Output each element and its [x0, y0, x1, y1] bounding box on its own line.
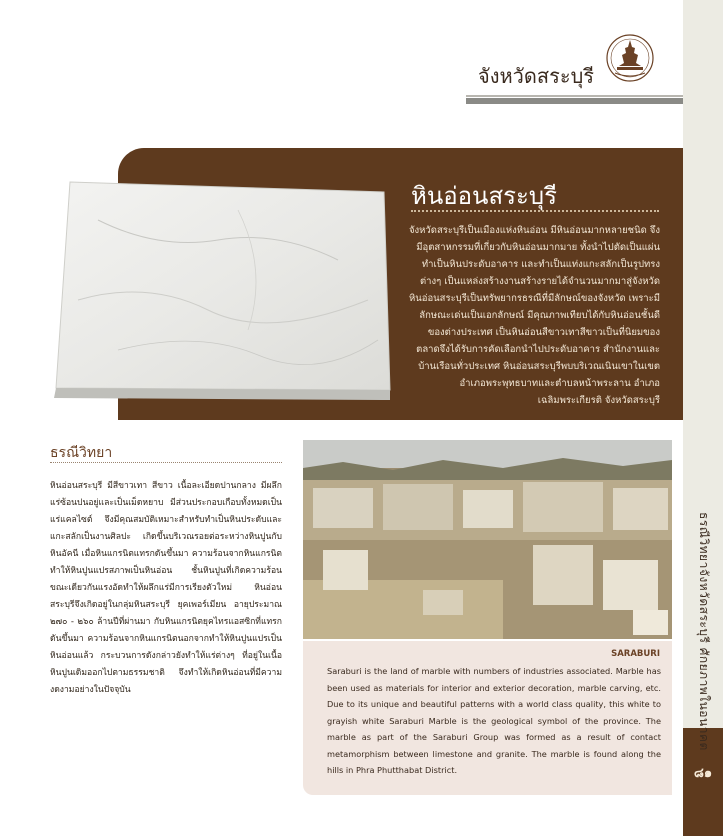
english-paragraph: Saraburi is the land of marble with numbers of industries associated. Marble has been used as materials for interior and exterior decoration, marble carving, etc. Due to its unique and beautiful patterns with a world class quality, this white to grayish white Saraburi Marble is the geological symbol of the province. The marble as part of the Saraburi Group was formed as a result of contact metamorphism between limestone and granite. The marble is found along the hills in Phra Phutthabat District. [327, 666, 661, 775]
header-rule [466, 98, 683, 104]
side-vertical-text: ธรณีวิทยาจังหวัดสระบุรี ศักยภาพในอนาคต [697, 512, 711, 751]
intro-paragraph: จังหวัดสระบุรีเป็นเมืองแห่งหินอ่อน มีหินอ่อนมากหลายชนิด จึงมีอุตสาหกรรมที่เกี่ยวกับหินอ่อนมากมาย ทั้งนำไปตัดเป็นแผ่นทำเป็นหินประดับอาคาร และทำเป็นแท่งแกะสลักเป็นรูปทรงต่างๆ เป็นแหล่งสร้างงานสร้างรายได้จำนวนมากมาสู่จังหวัด หินอ่อนสระบุรีเป็นทรัพยากรธรณีที่มีลักษณ์ของจังหวัด เพราะมีลักษณะเด่นเป็นเอกลักษณ์ มีคุณภาพเทียบได้กับหินอ่อนชั้นดีของต่างประเทศ เป็นหินอ่อนสีขาวเทาสีขาวเป็นที่นิยมของตลาดจึงได้รับการคัดเลือกนำไปประดับอาคาร สำนักงานและบ้านเรือนทั่วประเทศ หินอ่อนสระบุรีพบบริเวณเนินเขาในเขตอำเภอพระพุทธบาทและตำบลหน้าพระลาน อำเภอเฉลิมพระเกียรติ จังหวัดสระบุรี [408, 225, 660, 406]
section-title: หินอ่อนสระบุรี [411, 182, 558, 210]
geology-heading: ธรณีวิทยา [50, 445, 113, 461]
english-summary-box [303, 641, 672, 795]
page-number: ๘๑ [693, 766, 713, 781]
marble-quarry-photo [303, 440, 672, 639]
title-dotted-rule [411, 210, 659, 212]
geology-dotted-rule [50, 462, 282, 463]
province-title: จังหวัดสระบุรี [478, 64, 595, 88]
geology-paragraph: หินอ่อนสระบุรี มีสีขาวเทา สีขาว เนื้อละเอียดปานกลาง มีผลึกแร่ซ้อนปนอยู่และเป็นเม็ดหยาบ มีส่วนประกอบเกือบทั้งหมดเป็นแร่แคลไซต์ จึงมีคุณสมบัติเหมาะสำหรับทำเป็นหินประดับและแกะสลักเป็นงานศิลปะ เกิดขึ้นบริเวณรอยต่อระหว่างหินปูนกับหินอัคนี เมื่อหินแกรนิตแทรกดันขึ้นมา ความร้อนจากหินแกรนิตทำให้หินปูนแปรสภาพเป็นหินอ่อน ชั้นหินปูนที่เกิดความร้อนขณะเดียวกันแรงอัดทำให้ผลึกแร่มีการเรียงตัวใหม่ หินอ่อนสระบุรีจึงเกิดอยู่ในกลุ่มหินสระบุรี ยุคเพอร์เมียน อายุประมาณ ๒๗๐ - ๒๖๐ ล้านปีที่ผ่านมา กับหินแกรนิตยุคไทรแอสซิกที่แทรกดันขึ้นมา ความร้อนจากหินแกรนิตนอกจากทำให้หินปูนแปรเป็นหินอ่อนแล้ว กระบวนการดังกล่าวยังทำให้แร่ต่างๆ ที่อยู่ในเนื้อหินปูนเดิมออกไปตามธรรมชาติ จึงทำให้เกิดหินอ่อนที่มีความงดงามอย่างในปัจจุบัน [50, 481, 282, 695]
province-seal-logo [605, 33, 655, 83]
marble-slab-image [38, 180, 414, 405]
english-title: SARABURI [611, 649, 660, 659]
header-rule-thin [466, 95, 683, 97]
